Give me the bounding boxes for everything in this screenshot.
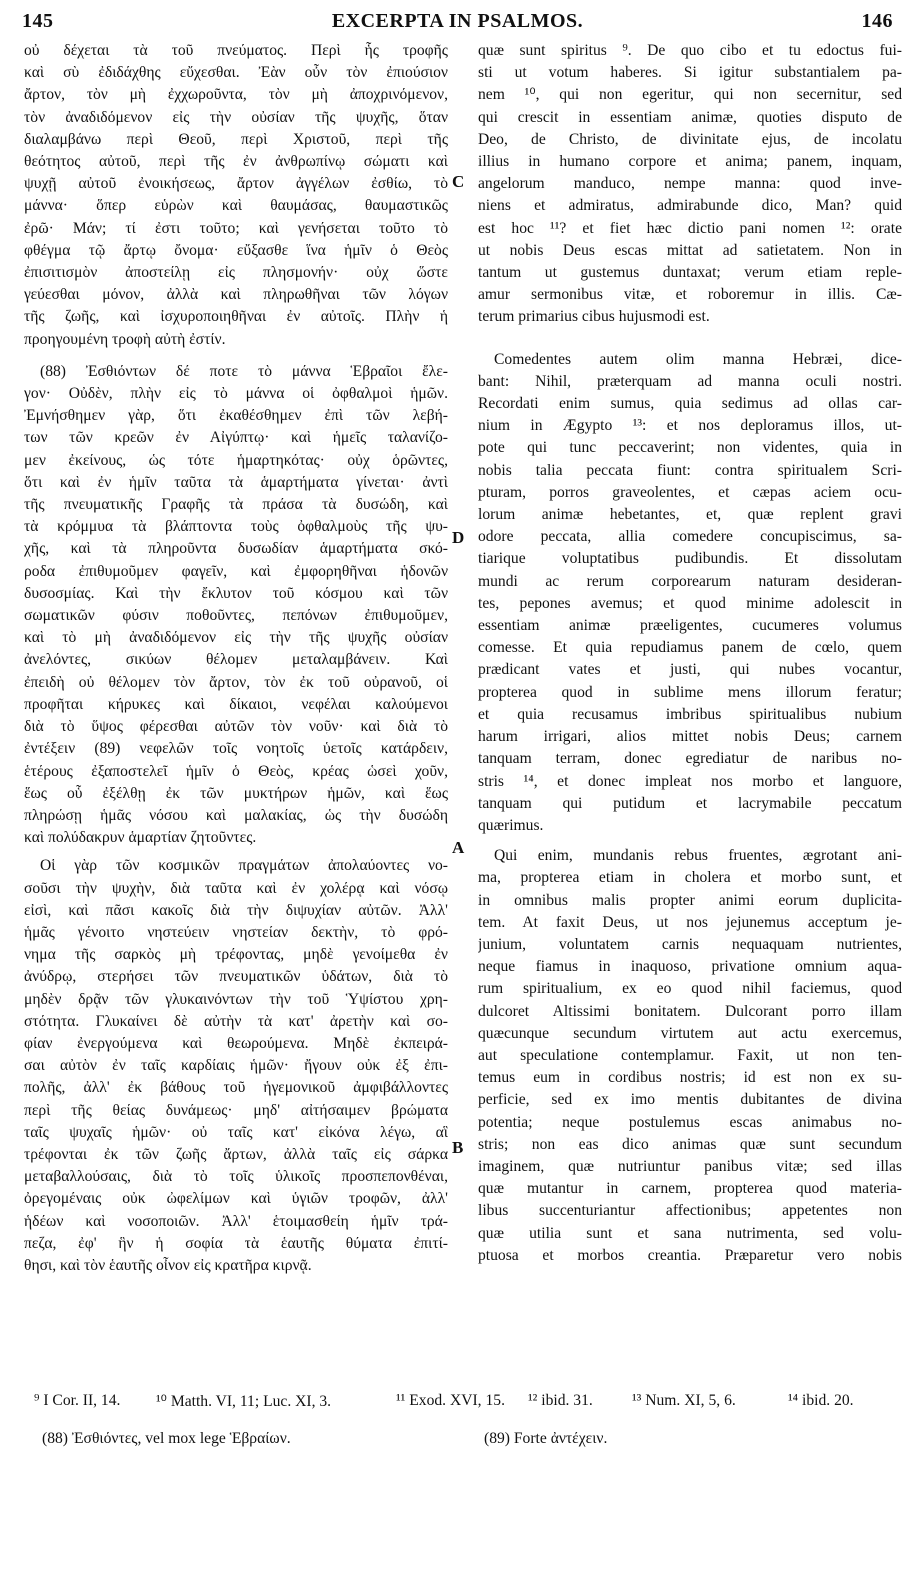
text-line: ταῖς ψυχαῖς ἡμῶν· οὐ ταῖς κατ' εἰκόνα λέγω, αἳ: [24, 1123, 448, 1141]
margin-marker-a: A: [452, 838, 465, 857]
text-line: ἐπειδὴ οὐ θέλομεν τὸν ἄρτον, τὸν ἐκ τοῦ οὐρανοῦ, οἱ: [24, 673, 448, 691]
text-line: harum irrigari, alios mittet nobis Deus; carnem: [478, 728, 902, 746]
text-line: quæ utilia sunt et sana nutrimenta, sed volu-: [478, 1224, 902, 1242]
text-line: angelorum manduco, nempe manna: quod inve-: [478, 175, 902, 193]
text-line: sti ut votum haberes. Si igitur substantialem pa-: [478, 64, 902, 82]
text-line: προηγουμένη τροφὴ αὐτὴ ἐστίν.: [24, 330, 226, 348]
text-line: Deo, de Christo, de divinitate ejus, de incolatu: [478, 130, 902, 148]
text-line: amur sermonibus vitæ, et roboremur in illis. Cæ-: [478, 286, 902, 304]
text-line: τὰ κρόμμυα τὰ βλάπτοντα τοὺς ὀφθαλμοὺς τῆς ψυ-: [24, 518, 448, 536]
margin-marker-c: C: [452, 172, 465, 191]
text-line: junium, voluntatem carnis nequaquam nutrientes,: [478, 935, 902, 953]
text-line: μηδὲν δρᾷν τῶν γλυκαινόντων τὴν τοῦ Ὑψίστου χρη-: [24, 990, 448, 1008]
text-line: propterea quod in sublime mens illorum feratur;: [478, 683, 902, 701]
text-line: τὸν ἀναδιδόμενον εἰς τὴν οὐσίαν τῆς ψυχῆς, ὅταν: [24, 108, 448, 126]
text-line: ptuosa et morbos creantia. Præparetur vero nobis: [478, 1246, 902, 1264]
text-line: ἀνελόντες, σικύων θέλομεν μεταλαμβάνειν. Καὶ: [24, 651, 448, 669]
text-line: πολῆς, ἀλλ' ἐκ βάθους τοῦ ἡγεμονικοῦ ἀμφιβάλλοντες: [24, 1079, 448, 1097]
footnote-13: ¹³ Num. XI, 5, 6.: [632, 1392, 736, 1409]
text-line: est hoc ¹¹? et fiet hæc dictio pani nomen ¹²: orate: [478, 219, 902, 237]
text-line: μεν ἐκείνους, ὡς τότε ἡμαρτηκότας· οὐχ ὁρῶντες,: [24, 451, 448, 469]
text-line: potentia; neque postulemus escas animabus no-: [478, 1113, 902, 1131]
text-line: γεύεσθαι μόνον, ἀλλὰ καὶ πληρωθῆναι τῶν λόγων: [24, 286, 448, 304]
text-line: τρέφονται ἐκ τῶν ζωῆς ἄρτων, ἀλλὰ ταῖς εἰς σάρκα: [24, 1145, 448, 1163]
text-line: φθέγμα τῷ ἄρτῳ ὄνομα· εὔξασθε ἵνα ἡμῖν ὁ Θεὸς: [24, 241, 448, 259]
text-line: φίαν ἐνεργούμενα καὶ θεωρούμενα. Μηδὲ ἐκπειρά-: [24, 1034, 448, 1052]
text-line: libus succenturiantur affectionibus; appetentes non: [478, 1202, 902, 1220]
text-line: περὶ τῆς θείας δυνάμεως· μηδ' αἰτήσαιμεν βρώματα: [24, 1101, 448, 1119]
text-line: rum spiritualium, ex eo quod nihil faciemus, quod: [478, 980, 902, 998]
footnote-10: ¹⁰ Matth. VI, 11; Luc. XI, 3.: [156, 1393, 332, 1410]
text-line: tem. At faxit Deus, ut nos jejunemus acceptum je-: [478, 913, 902, 931]
text-line: δυσοσμίας. Καὶ τὴν ἔκλυτον τοῦ κόσμου καὶ τῶν: [24, 584, 448, 602]
text-line: essentiam animæ præeligentes, cucumeres volumus: [478, 617, 902, 635]
text-line: ψυχῇ αὐτοῦ ἐνοικήσεως, ἄρτον ἀγγέλων ἐσθίω, τὸ: [24, 175, 448, 193]
footnote-14: ¹⁴ ibid. 20.: [788, 1392, 854, 1409]
text-line: σοῦσι τὴν ψυχὴν, διὰ ταῦτα καὶ ἐν χολέρᾳ καὶ νόσῳ: [24, 879, 448, 897]
text-line: qui crescit in essentiam animæ, quoties disputo de: [478, 108, 902, 126]
text-line: μάννα· ὅπερ εὑρὼν καὶ θαυμάσας, θαυμαστικῶς: [24, 197, 448, 215]
editor-note-89: (89) Forte ἀντέχειν.: [484, 1430, 608, 1447]
text-line: θησι, καὶ τὸν ἑαυτῆς οἶνον εἰς κρατῆρα κιρνᾷ.: [24, 1256, 312, 1274]
text-line: ἡδέων καὶ νοσοποιῶν. Ἀλλ' ἑτοιμασθείη ἡμῖν τρά-: [24, 1212, 448, 1230]
text-line: ἐρῶ· Μάν; τί ἐστι τοῦτο; καὶ γενήσεται τοῦτο τὸ: [24, 219, 448, 237]
text-line: στότητα. Γλυκαίνει δὲ αὐτὴν τὰ κατ' ἀρετὴν καὶ σο-: [24, 1012, 448, 1030]
footnote-references: [24, 1392, 902, 1416]
text-line: σωματικῶν φύσιν ποθοῦντες, πεπόνων ἐπιθυμοῦμεν,: [24, 607, 448, 625]
text-line: γον· Οὐδὲν, πλὴν εἰς τὸ μάννα οἱ ὀφθαλμοὶ ἡμῶν.: [24, 385, 448, 403]
running-header: [22, 10, 893, 38]
footnote-9: ⁹ I Cor. II, 14.: [34, 1392, 121, 1409]
greek-column: [24, 40, 448, 1277]
text-line: bant: Nihil, præterquam ad manna oculi nostri.: [478, 372, 902, 390]
text-line: quæ sunt spiritus ⁹. De quo cibo et tu edoctus fui-: [478, 42, 902, 59]
text-line: tantum ut gustemus duntaxat; verum etiam reple-: [478, 264, 902, 282]
text-line: tiarique voluptatibus pudibundis. Et dissolutam: [478, 550, 902, 568]
text-line: νημα τῆς σαρκὸς μὴ τρέφοντας, μηδὲ γενοίμεθα ἐν: [24, 946, 448, 964]
text-line: πεζα, ἐφ' ἣν ἡ σοφία τὰ ἑαυτῆς θύματα ἐπιτί-: [24, 1234, 448, 1252]
text-line: terum primarius cibus hujusmodi est.: [478, 308, 710, 326]
text-line: εἰσὶ, καὶ πᾶσι κακοῖς διὰ τὴν διψυχίαν αὐτῶν. Ἀλλ': [24, 901, 448, 919]
text-line: Qui enim, mundanis rebus fruentes, ægrotant ani-: [494, 847, 902, 865]
text-line: Recordati enim sumus, quia sedimus ad ollas car-: [478, 395, 902, 413]
text-line: ma, propterea etiam in cholera et morbo sunt, et: [478, 869, 902, 887]
editor-note-88: (88) Ἐσθιόντες, vel mox lege Ἑβραίων.: [42, 1430, 291, 1447]
text-line: των τῶν κρεῶν ἐν Αἰγύπτῳ· καὶ ἡμεῖς ταλανίζο-: [24, 429, 448, 447]
footnote-12: ¹² ibid. 31.: [528, 1392, 593, 1409]
text-line: perficie, sed ex imo mentis dubitantes de divina: [478, 1091, 902, 1109]
text-line: τῆς πνευματικῆς Γραφῆς τὰ πράσα τὰ δυσώδη, καὶ: [24, 496, 448, 514]
text-line: χῆς, καὶ τὰ πληροῦντα δυσωδίαν ἁμαρτήματα σκό-: [24, 540, 448, 558]
text-line: ἄρτον, τὸν μὴ ἐχχωροῦντα, τὸν μὴ ἀποχρινόμενον,: [24, 86, 448, 104]
text-line: temus eum in cordibus nostris; id est non ex su-: [478, 1069, 902, 1087]
text-line: ἡμᾶς γένοιτο νηστεύειν νηστείαν δεκτὴν, τὸ φρό-: [24, 923, 448, 941]
text-line: (88) Ἐσθιόντων δέ ποτε τὸ μάννα Ἑβραῖοι ἔλε-: [40, 362, 448, 380]
text-line: σαι αὐτὸν ἐν ταῖς καρδίαις ἡμῶν· ἤγουν οὐκ ἐξ ἐπι-: [24, 1057, 448, 1075]
text-line: mundi ac rerum corporearum naturam desideran-: [478, 572, 902, 590]
latin-column: [478, 40, 902, 1267]
text-line: διαλαμβάνω περὶ Θεοῦ, περὶ Χριστοῦ, περὶ τῆς: [24, 130, 448, 148]
page-number-left: 145: [22, 10, 54, 32]
text-line: Οἱ γὰρ τῶν κοσμικῶν πραγμάτων ἀπολαύοντες νο-: [40, 857, 448, 875]
text-line: nium in Ægypto ¹³: et nos deploramus illos, ut-: [478, 417, 902, 435]
footnote-11: ¹¹ Exod. XVI, 15.: [396, 1392, 505, 1409]
text-line: quæcunque secundum virtutem aut actu exercemus,: [478, 1024, 902, 1042]
text-line: dulcoret Altissimi bonitatem. Dulcorant porro illam: [478, 1002, 902, 1020]
text-line: διὰ τὸ ὕψος φέρεσθαι αὐτῶν τὸν νοῦν· καὶ διὰ τὸ: [24, 718, 448, 736]
text-line: μεταβαλλούσαις, διὰ τὸ τοῖς ὑλικοῖς προσπεπονθέναι,: [24, 1168, 448, 1186]
text-line: ἕως οὗ ἐξέλθῃ ἐκ τῶν μυκτήρων ἡμῶν, καὶ ἕως: [24, 784, 448, 802]
text-line: neque fiamus in inaquoso, privatione omnium aqua-: [478, 958, 902, 976]
text-line: ὀρεγομέναις οὐκ ὠφελίμων καὶ ὑγιῶν τροφῶν, ἀλλ': [24, 1190, 448, 1208]
text-line: ἀνύδρῳ, στερήσει τῶν πνευματικῶν ὑδάτων, διὰ τὸ: [24, 968, 448, 986]
text-line: et quia recusamus imbribus spiritualibus nubium: [478, 705, 902, 723]
text-line: θεότητος αὐτοῦ, περὶ τῆς ἐν ἀνθρωπίνῳ σώματι καὶ: [24, 153, 448, 171]
text-line: prædicant vates et justi, qui nubes vocantur,: [478, 661, 902, 679]
text-line: ροδα ἐπιθυμοῦμεν φαγεῖν, καὶ ἐμφορηθῆναι ἡδονῶν: [24, 562, 448, 580]
text-line: ἐντέξειν (89) νεφελῶν τοῖς νοητοῖς ὑετοῖς κατάρδειν,: [24, 740, 448, 758]
text-line: imaginem, quæ nutriuntur panibus vitæ; sed illas: [478, 1157, 902, 1175]
text-line: quæ mutantur in carnem, propterea quod materia-: [478, 1180, 902, 1198]
text-line: aut speculatione contemplamur. Faxit, ut non ten-: [478, 1046, 902, 1064]
page-number-right: 146: [861, 10, 893, 32]
text-line: comesse. Et quia repudiamus panem de cœlo, quem: [478, 639, 902, 657]
text-line: tanquam terram, donec egrediatur de naribus no-: [478, 750, 902, 768]
margin-marker-d: D: [452, 528, 465, 547]
text-line: quærimus.: [478, 816, 544, 834]
text-line: nobis talia peccata fiunt: contra spiritualem Scri-: [478, 461, 902, 479]
text-line: lorum animæ hebetantes, et, quæ replent gravi: [478, 506, 902, 524]
text-line: stris ¹⁴, et donec impleat nos morbo et languore,: [478, 772, 902, 790]
text-line: πληρώσῃ ἡμᾶς νόσου καὶ μαλακίας, ὡς τὴν δυσώδη: [24, 806, 448, 824]
text-line: stris; non eas dico animas quæ sunt secundum: [478, 1135, 902, 1153]
text-line: pturam, porros graveolentes, et cæpas aciem ocu-: [478, 483, 902, 501]
text-line: tes, pepones avemus; et quod minime adolescit in: [478, 594, 902, 612]
text-line: illius in humano corpore et anima; panem, inquam,: [478, 153, 902, 171]
text-line: τῆς ζωῆς, καὶ ἰσχυροποιηθῆναι ἐν αὐτοῖς. Πλὴν ἡ: [24, 308, 448, 326]
text-line: ut nobis Deus escas mittat ad satietatem. Non in: [478, 241, 902, 259]
text-line: προφῆται κήρυκες καὶ δίκαιοι, νεφέλαι καλούμενοι: [24, 695, 448, 713]
text-line: Ἐμνήσθημεν γὰρ, ὅτι ἐκαθέσθημεν ἐπὶ τῶν λεβή-: [24, 407, 448, 425]
text-line: ὅτι καὶ ἐν ἡμῖν ταῦτα τὰ ἁμαρτήματα γίνεται· ἀντὶ: [24, 473, 448, 491]
text-line: ἑτέρους ἐξαποστελεῖ ἡμῖν ὁ Θεὸς, κρέας ὡσεὶ χοῦν,: [24, 762, 448, 780]
margin-marker-b: B: [452, 1138, 464, 1157]
text-line: Comedentes autem olim manna Hebræi, dice-: [494, 350, 902, 368]
text-line: nem ¹⁰, qui non egeritur, qui non secernitur, sed: [478, 86, 902, 104]
text-line: καὶ πολύδακρυν ἁμαρτίαν ζητοῦντες.: [24, 829, 257, 847]
text-line: καὶ τὸ μὴ ἀναδιδόμενον εἰς τὴν τῆς ψυχῆς οὐσίαν: [24, 629, 448, 647]
text-line: καὶ σὺ ἐδιδάχθης εὔχεσθαι. Ἐὰν οὖν τὸν ἐπιούσιον: [24, 64, 448, 82]
text-line: in omnibus malis propter animi eorum duplicita-: [478, 891, 902, 909]
text-line: ἐπισιτισμὸν ἀποστείλῃ εἰς πλησμονήν· οὐχ ὥστε: [24, 264, 448, 282]
text-line: niens et admiratus, admirabunde dico, Man? quid: [478, 197, 902, 215]
text-line: οὐ δέχεται τὰ τοῦ πνεύματος. Περὶ ἧς τροφῆς: [24, 42, 448, 59]
text-line: tanquam qui putidum et lacrymabile peccatum: [478, 794, 902, 812]
page-title: EXCERPTA IN PSALMOS.: [331, 10, 584, 32]
text-line: odore peccata, allia comedere concupiscimus, sa-: [478, 528, 902, 546]
text-line: pote qui tunc peccaverint; non videntes, quia in: [478, 439, 902, 457]
